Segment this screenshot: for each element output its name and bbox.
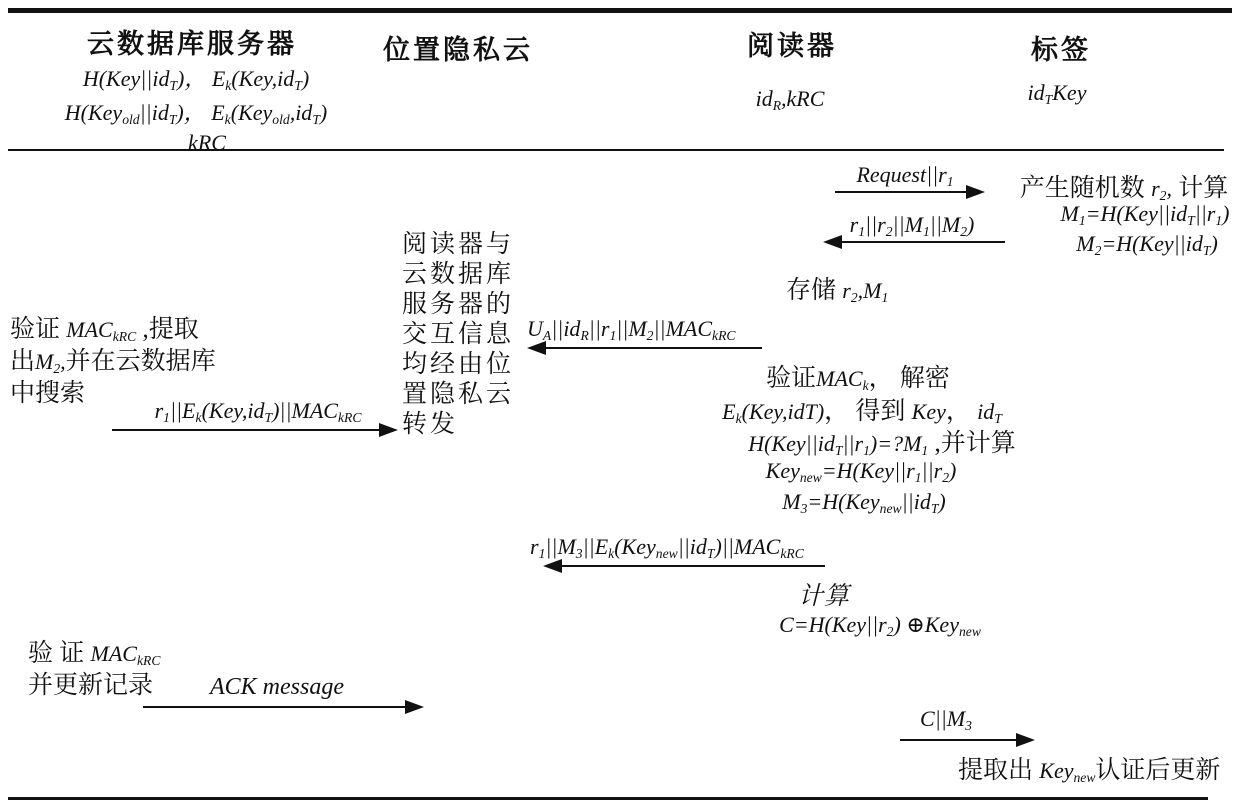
msg-db-query-arrow	[112, 422, 398, 438]
db-update-note	[28, 638, 160, 702]
forward-note-line: 服务器的	[402, 291, 515, 318]
column-header-tag: 标签	[1031, 35, 1091, 65]
forward-note-line: 置隐私云	[402, 381, 515, 408]
reader-m3-formula: $M_3=H(Key_{new}||id_T)$	[782, 489, 946, 516]
arrow-shaft	[545, 347, 762, 349]
arrowhead-right-icon	[405, 700, 424, 714]
db-initial-knowledge-line3: kRC	[188, 130, 226, 155]
column-header-privacy-cloud: 位置隐私云	[383, 35, 533, 65]
msg-request-arrow	[835, 184, 985, 200]
arrow-shaft	[112, 429, 380, 431]
arrowhead-left-icon	[823, 235, 842, 249]
msg-cm3-label: $C||M_3$	[920, 706, 972, 733]
forward-note-line: 转发	[402, 411, 459, 438]
arrowhead-right-icon	[379, 423, 398, 437]
column-header-cloud-db: 云数据库服务器	[87, 29, 297, 59]
arrowhead-right-icon	[966, 185, 985, 199]
msg-reply2-arrow	[543, 558, 825, 574]
db-update-line: 验 证 $MAC_{kRC}$	[28, 640, 161, 668]
tag-m2-formula: $M_2=H(Key||id_T)$	[1076, 231, 1218, 258]
bottom-rule	[8, 797, 1208, 800]
msg-request-label: $Request||r_1$	[856, 162, 954, 189]
arrow-shaft	[143, 706, 406, 708]
arrowhead-left-icon	[527, 341, 546, 355]
msg-ack-arrow	[143, 699, 424, 715]
forward-note-line: 云数据库	[402, 261, 515, 288]
msg-db-query-label: $r_1||E_k(Key,id_T)||MAC_{kRC}$	[154, 398, 362, 425]
compute-c-formula: $C=H(Key||r_2)$ ⊕Key$_{new}$	[779, 612, 981, 639]
msg-reply1-label: $r_1||r_2||M_1||M_2$)	[849, 212, 975, 239]
msg-ack-label: ACK message	[210, 674, 344, 700]
tag-m1-formula: $M_1=H(Key||id_T||r_1)$	[1060, 201, 1230, 228]
msg-reply1-arrow	[823, 234, 1005, 250]
reader-initial-knowledge: $id_R,kRC$	[755, 86, 825, 113]
forward-note-line: 阅读器与	[402, 231, 515, 258]
reader-store-note: 存储 $r_2,M_1$	[786, 277, 889, 305]
msg-ua-arrow	[527, 340, 762, 356]
top-rule	[8, 8, 1232, 13]
msg-cm3-arrow	[900, 732, 1035, 748]
forward-note-line: 交互信息	[402, 321, 515, 348]
reader-verify-line3: $H(Key||id_T||r_1)=?M_1$ ,并计算	[748, 430, 1016, 458]
msg-reply2-label: $r_1||M_3||E_k(Key_{new}||id_T)||MAC_{kRC}$	[530, 534, 804, 561]
msg-ua-label: $U_A||id_R||r_1||M_2||MAC_{kRC}$	[527, 316, 736, 343]
forward-note-line: 均经由位	[402, 351, 515, 378]
db-initial-knowledge-line2: $H(Key_{old}||id_T)$， $E_k(Key_{old},id_T)$	[64, 100, 328, 127]
db-update-line: 并更新记录	[28, 672, 154, 699]
arrowhead-left-icon	[543, 559, 562, 573]
reader-verify-line1: 验证$MAC_k$， 解密	[766, 365, 950, 393]
db-verify-note	[10, 314, 216, 410]
db-verify-line: 中搜索	[10, 380, 86, 407]
db-verify-line: 验证 $MAC_{kRC}$ ,提取	[10, 316, 199, 344]
arrow-shaft	[835, 191, 967, 193]
arrowhead-right-icon	[1016, 733, 1035, 747]
reader-verify-line2: $E_k(Key,idT)$， 得到 Key， $id_T$	[722, 398, 1002, 426]
reader-keynew-formula: $Key_{new}=H(Key||r_1||r_2)$	[765, 458, 957, 485]
arrow-shaft	[900, 739, 1017, 741]
column-header-reader: 阅读器	[747, 31, 837, 61]
arrow-shaft	[841, 241, 1005, 243]
tag-generate-note: 产生随机数 $r_2$, 计算	[1019, 175, 1229, 203]
tag-update-note: 提取出 Key$_{new}$认证后更新	[958, 757, 1221, 785]
db-verify-line: 出$M_2$,并在云数据库	[10, 348, 216, 376]
privacy-cloud-forward-note	[402, 230, 514, 440]
tag-initial-knowledge: $id_TKey$	[1027, 80, 1087, 107]
compute-title: 计算	[797, 583, 851, 610]
arrow-shaft	[561, 565, 825, 567]
db-initial-knowledge-line1: $H(Key||id_T)$， $E_k(Key,id_T)$	[82, 66, 310, 93]
